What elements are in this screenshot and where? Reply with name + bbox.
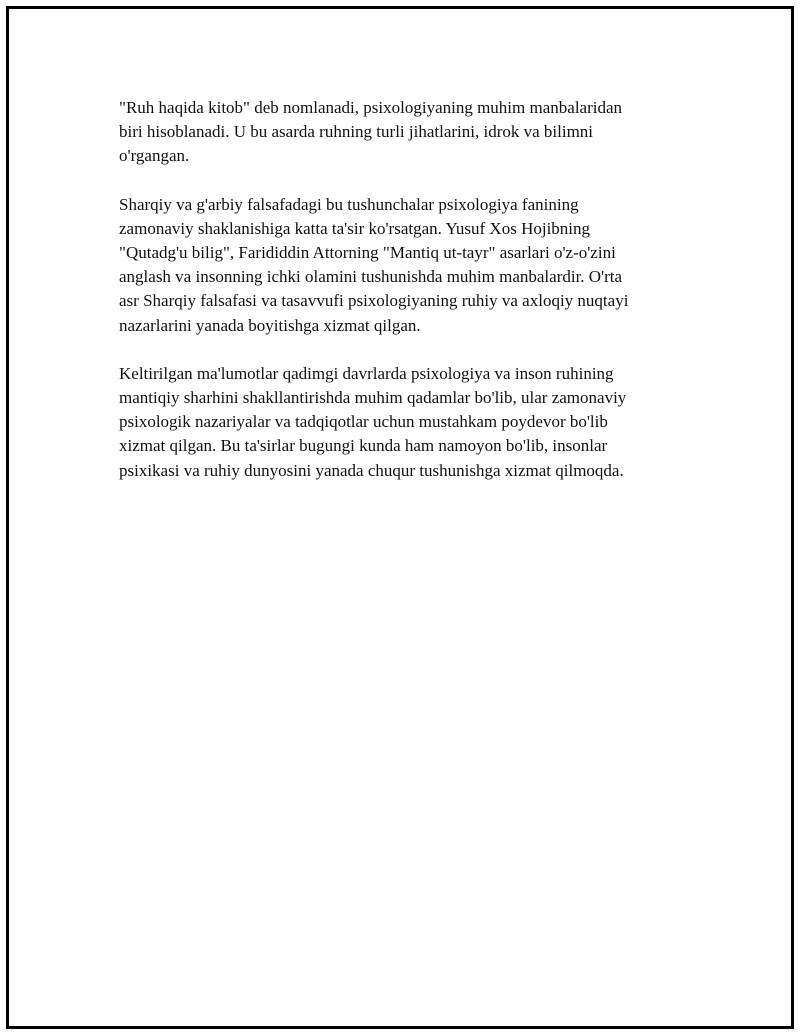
paragraph-line: xizmat qilgan. Bu ta'sirlar bugungi kunda ham namoyon bo'lib, insonlar bbox=[119, 436, 608, 456]
paragraph-line: psixologik nazariyalar va tadqiqotlar uchun mustahkam poydevor bo'lib bbox=[119, 412, 608, 432]
paragraph-line: "Qutadg'u bilig", Farididdin Attorning "Mantiq ut-tayr" asarlari o'z-o'zini bbox=[119, 243, 616, 263]
paragraph-1 bbox=[119, 96, 679, 169]
paragraph-line: o'rgangan. bbox=[119, 146, 190, 166]
paragraph-line: mantiqiy sharhini shakllantirishda muhim qadamlar bo'lib, ular zamonaviy bbox=[119, 388, 627, 408]
paragraph-line: biri hisoblanadi. U bu asarda ruhning turli jihatlarini, idrok va bilimni bbox=[119, 122, 594, 142]
paragraph-line: Sharqiy va g'arbiy falsafadagi bu tushunchalar psixologiya fanining bbox=[119, 194, 579, 214]
paragraph-line: nazarlarini yanada boyitishga xizmat qilgan. bbox=[119, 315, 421, 335]
paragraph-3 bbox=[119, 362, 679, 483]
page-body bbox=[119, 96, 679, 507]
paragraph-line: anglash va insonning ichki olamini tushunishda muhim manbalardir. O'rta bbox=[119, 267, 623, 287]
paragraph-line: Keltirilgan ma'lumotlar qadimgi davrlarda psixologiya va inson ruhining bbox=[119, 363, 614, 383]
paragraph-line: psixikasi va ruhiy dunyosini yanada chuqur tushunishga xizmat qilmoqda. bbox=[119, 460, 624, 480]
paragraph-line: zamonaviy shaklanishiga katta ta'sir ko'rsatgan. Yusuf Xos Hojibning bbox=[119, 218, 591, 238]
paragraph-line: "Ruh haqida kitob" deb nomlanadi, psixologiyaning muhim manbalaridan bbox=[119, 98, 623, 117]
paragraph-2 bbox=[119, 193, 679, 338]
page-frame bbox=[6, 6, 794, 1029]
paragraph-line: asr Sharqiy falsafasi va tasavvufi psixologiyaning ruhiy va axloqiy nuqtayi bbox=[119, 291, 629, 311]
